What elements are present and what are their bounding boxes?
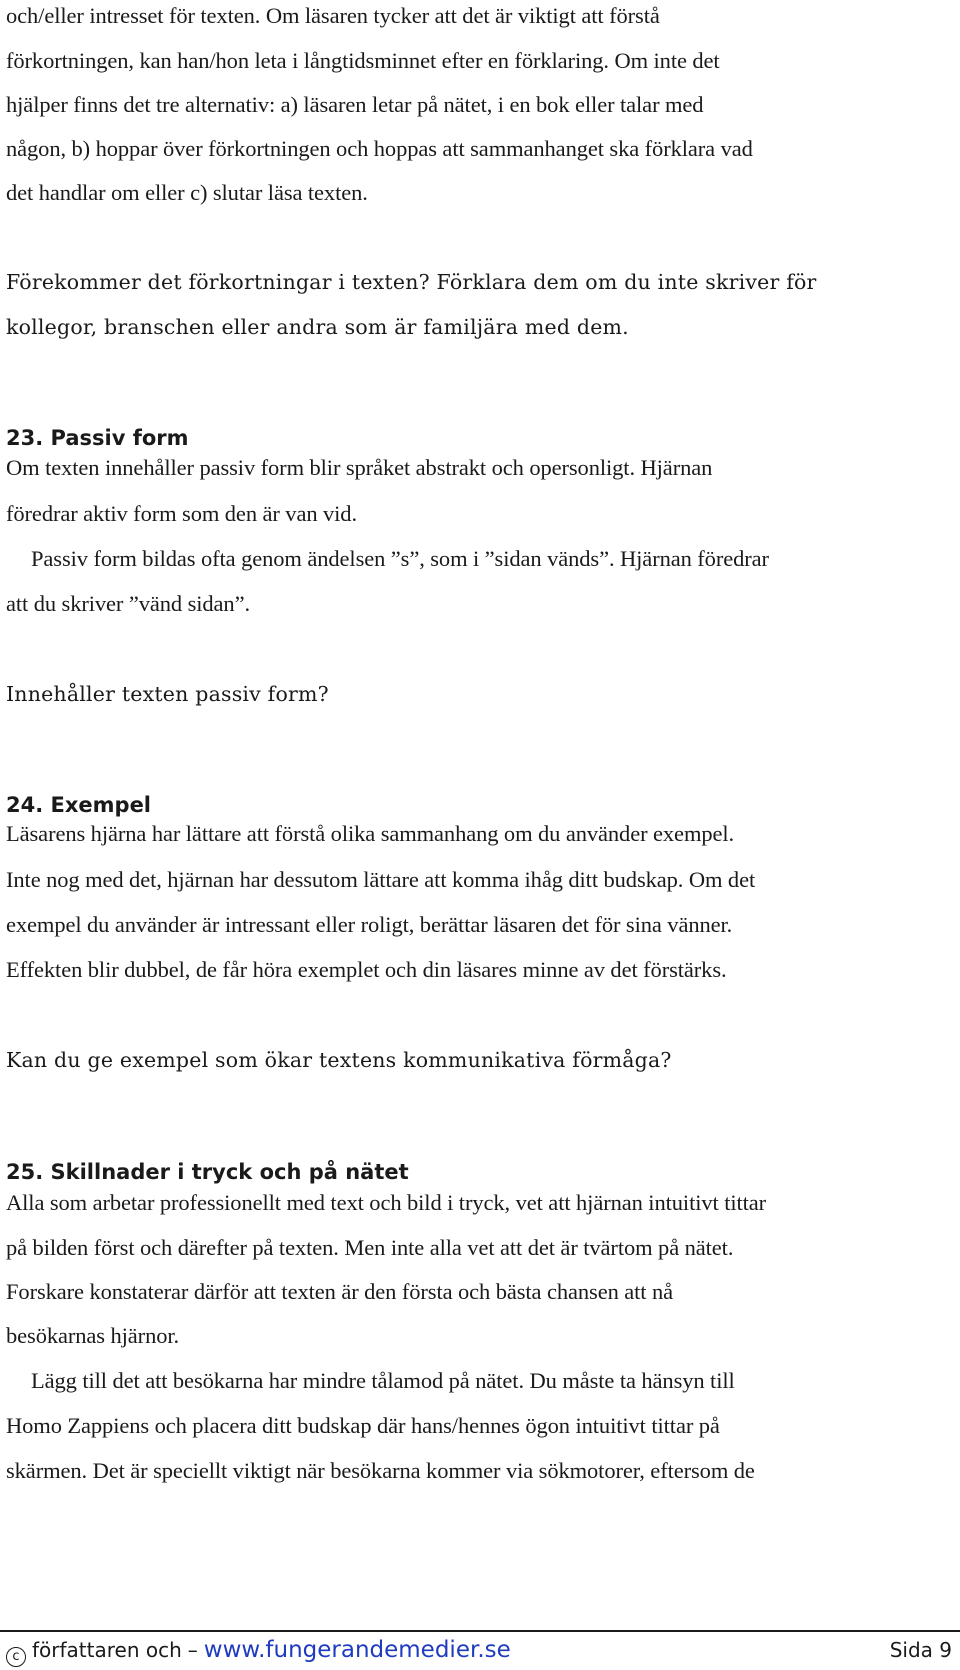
intro-line-1: och/eller intresset för texten. Om läsaren tycker att det är viktigt att förstå xyxy=(6,3,660,28)
section-25-line-1: Alla som arbetar professionellt med text och bild i tryck, vet att hjärnan intuitivt tittar xyxy=(6,1190,767,1215)
section-24-question: Kan du ge exempel som ökar textens kommunikativa förmåga? xyxy=(6,1048,672,1072)
section-heading-24 xyxy=(6,791,151,819)
copyright-icon: c xyxy=(6,1647,26,1667)
intro-line-2: förkortningen, kan han/hon leta i långtidsminnet efter en förklaring. Om inte det xyxy=(6,48,720,73)
section-23-line-4: att du skriver ”vänd sidan”. xyxy=(6,591,250,616)
section-25-line-6: Homo Zappiens och placera ditt budskap där hans/hennes ögon intuitivt tittar på xyxy=(6,1413,720,1438)
page-number: Sida 9 xyxy=(889,1638,952,1662)
intro-line-3: hjälper finns det tre alternativ: a) läsaren letar på nätet, i en bok eller talar med xyxy=(6,92,704,117)
section-25-line-4: besökarnas hjärnor. xyxy=(6,1323,180,1348)
section-23-line-3: Passiv form bildas ofta genom ändelsen ”s”, som i ”sidan vänds”. Hjärnan föredrar xyxy=(31,546,769,571)
section-number: 23. xyxy=(6,426,44,450)
footer-divider xyxy=(0,1630,960,1632)
footer-dash: – xyxy=(187,1638,198,1662)
footer-author-text: författaren och xyxy=(32,1638,182,1662)
section-23-question: Innehåller texten passiv form? xyxy=(6,682,329,706)
section-title: Passiv form xyxy=(50,426,189,450)
section-24-line-3: exempel du använder är intressant eller roligt, berättar läsaren det för sina vänner. xyxy=(6,912,733,937)
section-number: 24. xyxy=(6,793,44,817)
website-link[interactable]: www.fungerandemedier.se xyxy=(203,1637,511,1663)
section-25-line-5: Lägg till det att besökarna har mindre tålamod på nätet. Du måste ta hänsyn till xyxy=(31,1368,735,1393)
section-title: Exempel xyxy=(50,793,152,817)
question-abbrev-line-1: Förekommer det förkortningar i texten? Förklara dem om du inte skriver för xyxy=(6,270,817,294)
section-23-line-1: Om texten innehåller passiv form blir språket abstrakt och opersonligt. Hjärnan xyxy=(6,455,713,480)
section-25-line-2: på bilden först och därefter på texten. Men inte alla vet att det är tvärtom på nätet. xyxy=(6,1235,734,1260)
section-title: Skillnader i tryck och på nätet xyxy=(50,1160,409,1184)
section-24-line-2: Inte nog med det, hjärnan har dessutom lättare att komma ihåg ditt budskap. Om det xyxy=(6,867,756,892)
section-heading-23 xyxy=(6,424,189,452)
section-24-line-1: Läsarens hjärna har lättare att förstå olika sammanhang om du använder exempel. xyxy=(6,821,735,846)
section-25-line-3: Forskare konstaterar därför att texten är den första och bästa chansen att nå xyxy=(6,1279,674,1304)
page-footer xyxy=(6,1634,952,1666)
section-number: 25. xyxy=(6,1160,44,1184)
section-25-line-7: skärmen. Det är speciellt viktigt när besökarna kommer via sökmotorer, eftersom de xyxy=(6,1458,755,1483)
intro-line-4: någon, b) hoppar över förkortningen och hoppas att sammanhanget ska förklara vad xyxy=(6,136,753,161)
question-abbrev-line-2: kollegor, branschen eller andra som är familjära med dem. xyxy=(6,315,629,339)
section-24-line-4: Effekten blir dubbel, de får höra exemplet och din läsares minne av det förstärks. xyxy=(6,957,727,982)
intro-line-5: det handlar om eller c) slutar läsa texten. xyxy=(6,180,368,205)
section-23-line-2: föredrar aktiv form som den är van vid. xyxy=(6,501,357,526)
section-heading-25 xyxy=(6,1158,409,1186)
